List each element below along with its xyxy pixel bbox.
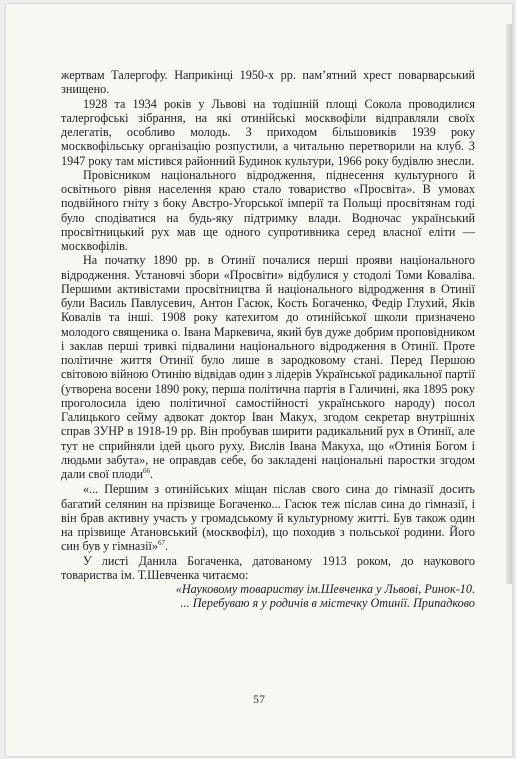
- page-edge-shadow: [506, 24, 512, 584]
- footnote-marker: 67: [157, 539, 165, 548]
- quote-paragraph: «... Першим з отинійських міщан післав свого сина до гімназії досить багатий селянин на прізвище Богаченко... Гасюк теж післав сина до гімназії, і він брав активну участь у громадському й культурному житті. Був також один на прізвище Атановський (москвофіл), що походив з польської родини. Його син був у гімназії»$^{67}$.: [61, 482, 475, 554]
- body-text: [61, 68, 475, 611]
- document-page: [6, 4, 512, 756]
- paragraph-text: На початку 1890 рр. в Отинії почалися перші прояви національного відродження. Установчі збори «Просвіти» відбулися у стодолі Томи Коваліва. Першими активістами просвітництва й національного відродження в Отинії були Василь Павлусевич, Антон Гасюк, Кость Богаченко, Федір Глухий, Яків Ковалів та інші. 1908 року катехитом до отинійської школи призначено молодого священика о. Івана Маркевича, який був дуже добрим проповідником і заклав перші тривкі підвалини національного відродження в Отинії. Проте політичне життя Отинії було лише в зародковому стані. Перед Першою світовою війною Отинію відвідав один з лідерів Української радикальної партії (утворена восени 1890 року, перша політична партія в Галичині, яка 1895 року проголосила ідею політичної самостійності українського народу) посол Галицького сейму адвокат доктор Іван Макух, згодом секретар внутрішніх справ ЗУНР в 1918-19 рр. Він пробував ширити радикальний рух в Отинії, але тут не сприйняли ідей цього руху. Вислів Івана Макуха, що «Отинія Богом і людьми забута», не оправдав себе, бо закладені національні паростки згодом дали свої плоди: [61, 253, 475, 481]
- letter-quote-line: «Науковому товариству ім.Шевченка у Львові, Ринок-10.: [175, 582, 475, 596]
- footnote-marker: 66: [143, 466, 151, 475]
- paragraph: жертвам Талергофу. Наприкінці 1950-х рр. пам’ятний хрест поварварський знищено.: [61, 68, 475, 97]
- paragraph: Провісником національного відродження, піднесення культурного й освітнього рівня населення краю стало товариство «Просвіта». В умовах подвійного гніту з боку Австро-Угорської імперії та Польщі просвітянам годі було сподіватися на будь-яку підтримку влади. Водночас український просвітницький рух мав ще одного супротивника серед власної еліти — москвофілів.: [61, 167, 475, 253]
- paragraph: На початку 1890 рр. в Отинії почалися перші прояви національного відродження. Установчі збори «Просвіти» відбулися у стодолі Томи Коваліва. Першими активістами просвітництва й національного відродження в Отинії були Василь Павлусевич, Антон Гасюк, Кость Богаченко, Федір Глухий, Яків Ковалів та інші. 1908 року катехитом до отинійської школи призначено молодого священика о. Івана Маркевича, який був дуже добрим проповідником і заклав перші тривкі підвалини національного відродження в Отинії. Проте політичне життя Отинії було лише в зародковому стані. Перед Першою світовою війною Отинію відвідав один з лідерів Української радикальної партії (утворена восени 1890 року, перша політична партія в Галичині, яка 1895 року проголосила ідею політичної самостійності українського народу) посол Галицького сейму адвокат доктор Іван Макух, згодом секретар внутрішніх справ ЗУНР в 1918-19 рр. Він пробував ширити радикальний рух в Отинії, але тут не сприйняли ідей цього руху. Вислів Івана Макуха, що «Отинія Богом і людьми забута», не оправдав себе, бо закладені національні паростки згодом дали свої плоди$^{66}$.: [61, 253, 475, 481]
- paragraph-text: «... Першим з отинійських міщан післав свого сина до гімназії досить багатий селянин на прізвище Богаченко... Гасюк теж післав сина до гімназії, і він брав активну участь у громадському й культурному житті. Був також один на прізвище Атановський (москвофіл), що походив з польської родини. Його син був у гімназії»: [61, 482, 475, 554]
- letter-quote-line: ... Перебуваю я у родичів в містечку Отинії. Припадково: [180, 596, 475, 611]
- page-number: 57: [253, 692, 265, 706]
- paragraph: 1928 та 1934 років у Львові на тодішній площі Сокола проводилися талергофські зібрання, на які отинійські москвофіли відправляли своїх делегатів, особливо молодь. З приходом більшовиків 1939 року москвофільську організацію розпустили, а читальню перетворили на клуб. З 1947 року там містився районний Будинок культури, 1966 року будівлю знесли.: [61, 96, 475, 168]
- paragraph: У листі Данила Богаченка, датованому 1913 роком, до наукового товариства ім. Т.Шевченка читаємо:: [61, 553, 475, 582]
